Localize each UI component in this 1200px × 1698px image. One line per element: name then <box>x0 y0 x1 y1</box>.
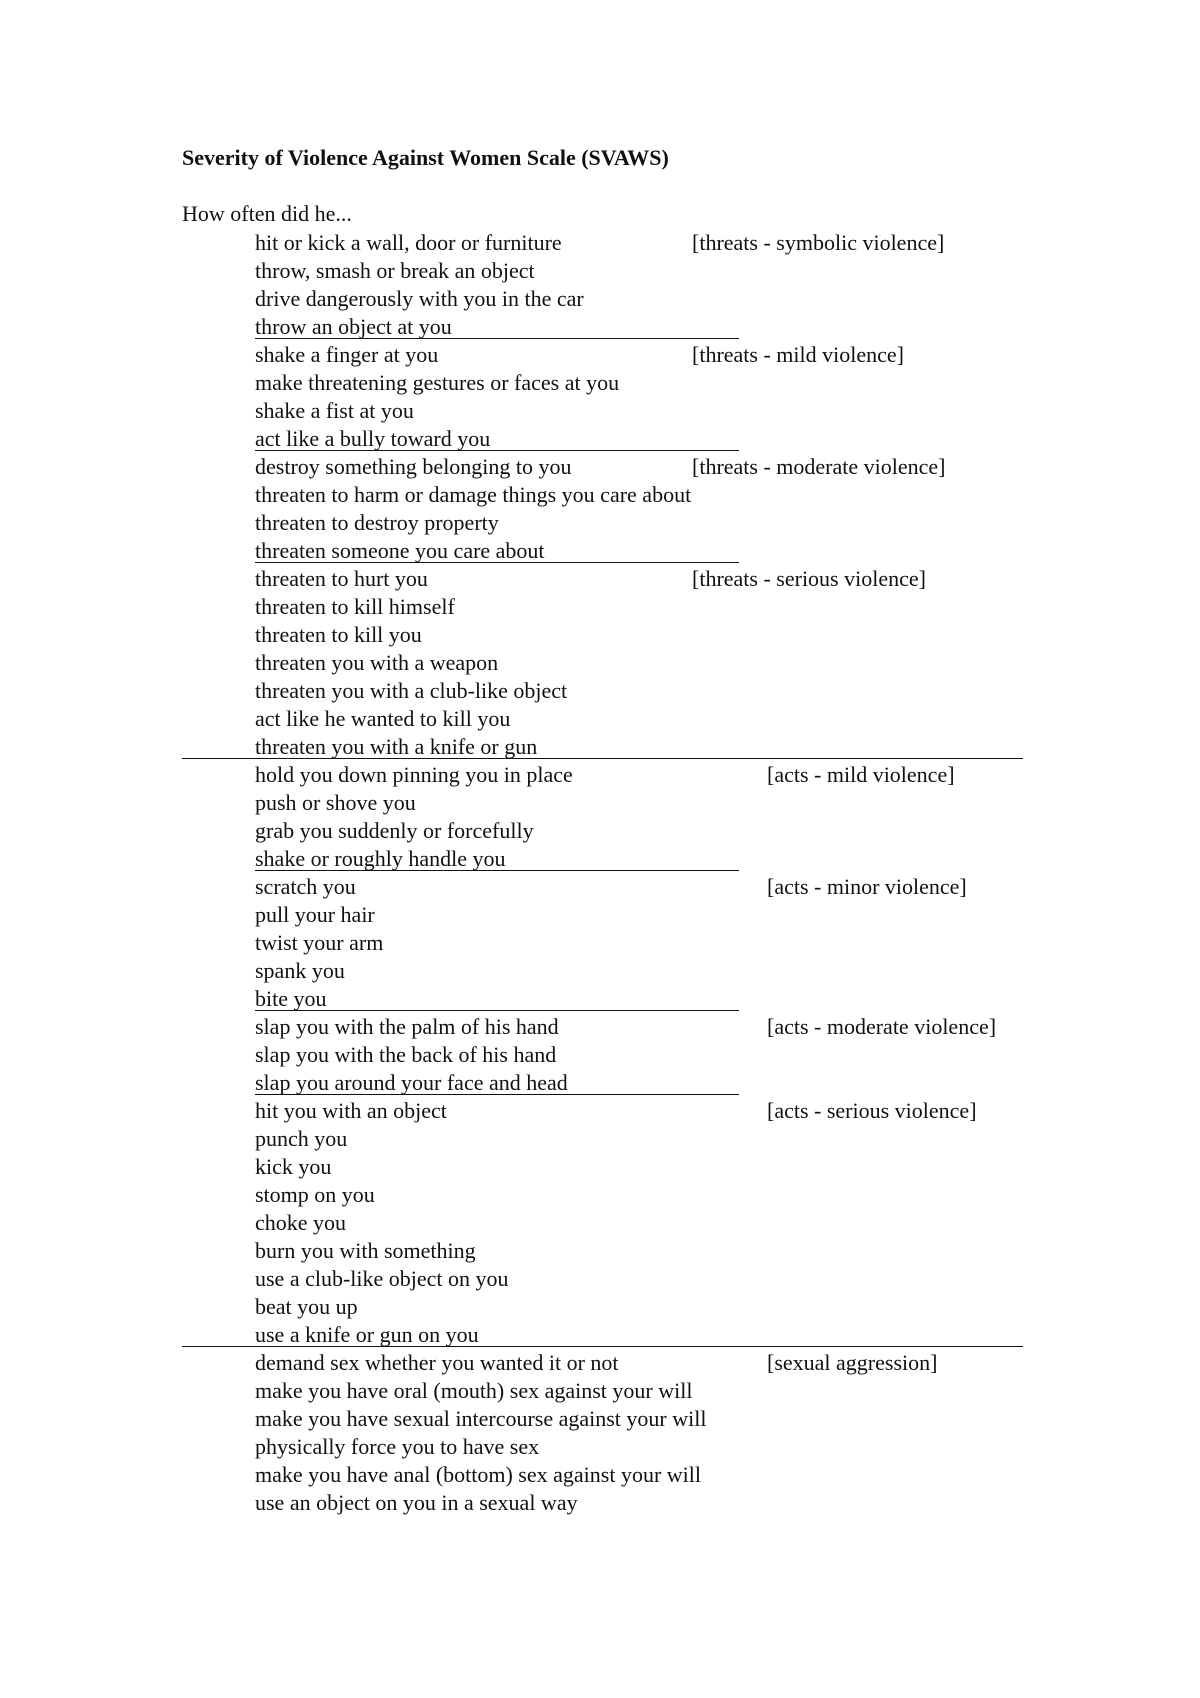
item-row <box>0 229 1200 257</box>
item-row <box>0 1265 1200 1293</box>
item-row <box>0 929 1200 957</box>
section-divider-line <box>182 1346 1023 1347</box>
item-group-threat <box>0 453 1200 565</box>
scale-item-text: hit or kick a wall, door or furniture <box>255 230 562 255</box>
item-row <box>0 789 1200 817</box>
scale-item-list <box>0 229 1200 1517</box>
group-underline <box>255 338 739 339</box>
category-label: [acts - mild violence] <box>767 762 955 787</box>
scale-item-text: make threatening gestures or faces at you <box>255 370 620 395</box>
item-row <box>0 621 1200 649</box>
scale-item-text: make you have sexual intercourse against your will <box>255 1406 707 1431</box>
scale-item-text: make you have anal (bottom) sex against your will <box>255 1462 701 1487</box>
scale-item-text: threaten to kill you <box>255 622 422 647</box>
item-row <box>0 397 1200 425</box>
item-group-act <box>0 873 1200 1013</box>
scale-item-text: burn you with something <box>255 1238 476 1263</box>
scale-item-text: threaten to hurt you <box>255 566 428 591</box>
scale-item-text: threaten to kill himself <box>255 594 455 619</box>
scale-item-text: demand sex whether you wanted it or not <box>255 1350 619 1375</box>
item-group-act <box>0 761 1200 873</box>
item-row <box>0 257 1200 285</box>
item-row <box>0 1153 1200 1181</box>
scale-item-text: threaten you with a weapon <box>255 650 499 675</box>
item-row <box>0 537 1200 565</box>
item-row <box>0 1377 1200 1405</box>
group-underline <box>255 450 739 451</box>
item-row <box>0 1041 1200 1069</box>
group-underline <box>255 870 739 871</box>
scale-item-text: stomp on you <box>255 1182 375 1207</box>
scale-item-text: spank you <box>255 958 345 983</box>
category-label: [acts - minor violence] <box>767 874 967 899</box>
scale-item-text: threaten someone you care about <box>255 538 545 563</box>
scale-item-text: twist your arm <box>255 930 384 955</box>
item-row <box>0 1433 1200 1461</box>
scale-item-text: slap you with the palm of his hand <box>255 1014 559 1039</box>
item-row <box>0 1293 1200 1321</box>
group-underline <box>255 1094 739 1095</box>
item-row <box>0 1405 1200 1433</box>
scale-item-text: make you have oral (mouth) sex against your will <box>255 1378 693 1403</box>
category-label: [threats - mild violence] <box>692 342 904 367</box>
scale-item-text: use an object on you in a sexual way <box>255 1490 578 1515</box>
scale-item-text: physically force you to have sex <box>255 1434 540 1459</box>
item-row <box>0 1013 1200 1041</box>
item-row <box>0 817 1200 845</box>
item-row <box>0 985 1200 1013</box>
item-row <box>0 901 1200 929</box>
item-group-sexual <box>0 1349 1200 1517</box>
category-label: [threats - serious violence] <box>692 566 926 591</box>
scale-item-text: grab you suddenly or forcefully <box>255 818 534 843</box>
item-group-act <box>0 1013 1200 1097</box>
item-row <box>0 1461 1200 1489</box>
item-row <box>0 313 1200 341</box>
item-row <box>0 677 1200 705</box>
item-row <box>0 593 1200 621</box>
scale-item-text: use a knife or gun on you <box>255 1322 479 1347</box>
scale-item-text: punch you <box>255 1126 348 1151</box>
group-underline <box>255 1010 739 1011</box>
item-row <box>0 957 1200 985</box>
item-row <box>0 761 1200 789</box>
scale-item-text: threaten you with a club-like object <box>255 678 568 703</box>
scale-item-text: drive dangerously with you in the car <box>255 286 584 311</box>
item-row <box>0 1349 1200 1377</box>
category-label: [acts - serious violence] <box>767 1098 977 1123</box>
item-row <box>0 1321 1200 1349</box>
scale-item-text: act like he wanted to kill you <box>255 706 511 731</box>
scale-item-text: beat you up <box>255 1294 358 1319</box>
item-row <box>0 341 1200 369</box>
item-row <box>0 565 1200 593</box>
item-group-threat <box>0 229 1200 341</box>
category-label: [threats - moderate violence] <box>692 454 946 479</box>
scale-item-text: shake or roughly handle you <box>255 846 506 871</box>
item-row <box>0 481 1200 509</box>
item-group-act <box>0 1097 1200 1349</box>
scale-item-text: slap you around your face and head <box>255 1070 568 1095</box>
item-row <box>0 1489 1200 1517</box>
scale-item-text: pull your hair <box>255 902 375 927</box>
item-row <box>0 509 1200 537</box>
document-title: Severity of Violence Against Women Scale (SVAWS) <box>182 145 669 170</box>
scale-item-text: throw, smash or break an object <box>255 258 535 283</box>
item-row <box>0 369 1200 397</box>
scale-item-text: push or shove you <box>255 790 416 815</box>
scale-item-text: throw an object at you <box>255 314 452 339</box>
scale-item-text: scratch you <box>255 874 356 899</box>
item-row <box>0 1209 1200 1237</box>
scale-item-text: bite you <box>255 986 327 1011</box>
scale-item-text: destroy something belonging to you <box>255 454 572 479</box>
item-group-threat <box>0 565 1200 761</box>
scale-item-text: slap you with the back of his hand <box>255 1042 557 1067</box>
item-row <box>0 845 1200 873</box>
scale-item-text: hit you with an object <box>255 1098 447 1123</box>
item-row <box>0 705 1200 733</box>
section-divider-line <box>182 758 1023 759</box>
scale-item-text: use a club-like object on you <box>255 1266 509 1291</box>
scale-item-text: shake a fist at you <box>255 398 414 423</box>
scale-item-text: threaten to harm or damage things you care about <box>255 482 692 507</box>
scale-item-text: hold you down pinning you in place <box>255 762 573 787</box>
scale-item-text: shake a finger at you <box>255 342 439 367</box>
question-stem: How often did he... <box>182 201 352 226</box>
item-row <box>0 649 1200 677</box>
category-label: [acts - moderate violence] <box>767 1014 997 1039</box>
item-row <box>0 873 1200 901</box>
item-row <box>0 1181 1200 1209</box>
item-row <box>0 1237 1200 1265</box>
item-row <box>0 453 1200 481</box>
scale-item-text: threaten you with a knife or gun <box>255 734 538 759</box>
item-row <box>0 285 1200 313</box>
item-row <box>0 425 1200 453</box>
item-row <box>0 1125 1200 1153</box>
item-row <box>0 1097 1200 1125</box>
item-group-threat <box>0 341 1200 453</box>
category-label: [threats - symbolic violence] <box>692 230 945 255</box>
scale-item-text: kick you <box>255 1154 332 1179</box>
scale-item-text: act like a bully toward you <box>255 426 491 451</box>
item-row <box>0 733 1200 761</box>
scale-item-text: choke you <box>255 1210 347 1235</box>
group-underline <box>255 562 739 563</box>
item-row <box>0 1069 1200 1097</box>
scale-item-text: threaten to destroy property <box>255 510 499 535</box>
category-label: [sexual aggression] <box>767 1350 938 1375</box>
